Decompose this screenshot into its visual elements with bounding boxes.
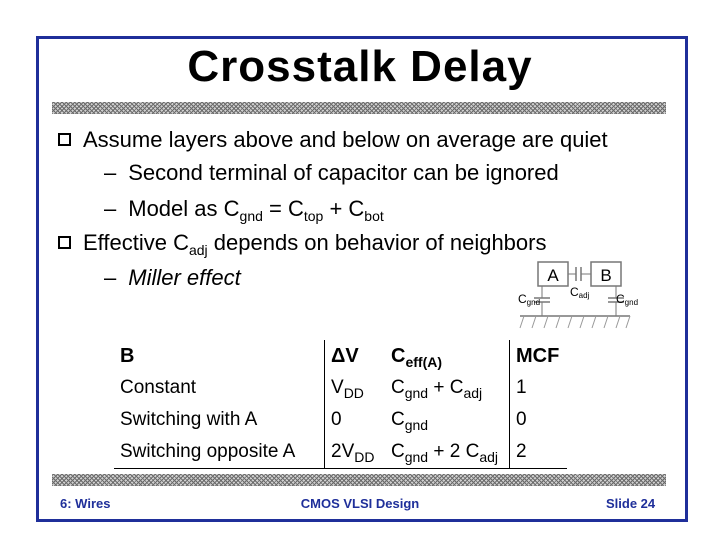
footer-divider bbox=[52, 474, 666, 486]
bullet-1-text: Assume layers above and below on average are quiet bbox=[83, 127, 608, 152]
sub-bullet-1-text: Second terminal of capacitor can be ignored bbox=[128, 160, 559, 185]
sub-bullet-2 bbox=[104, 196, 384, 224]
cell-delta-v: 0 bbox=[331, 409, 342, 430]
header-b: B bbox=[114, 340, 325, 372]
sub-bullet-2-mid1: = C bbox=[262, 196, 304, 221]
title-divider bbox=[52, 102, 666, 114]
capacitance-diagram bbox=[512, 258, 642, 334]
bullet-2-pre: Effective C bbox=[83, 230, 189, 255]
sub-bullet-3 bbox=[104, 266, 241, 290]
sub-bullet-2-mid2: + C bbox=[323, 196, 365, 221]
sub-bullet-3-text: Miller effect bbox=[128, 265, 241, 290]
cgnd-left-label: Cgnd bbox=[518, 292, 541, 307]
square-bullet-icon bbox=[58, 236, 71, 249]
cell-mcf: 2 bbox=[510, 436, 568, 469]
capacitance-diagram-svg bbox=[512, 258, 642, 334]
bullet-2-post: depends on behavior of neighbors bbox=[207, 230, 547, 255]
wire-a-label: A bbox=[547, 266, 559, 285]
cell-b: Constant bbox=[114, 372, 325, 404]
cadj-label: Cadj bbox=[570, 285, 590, 300]
slide-title: Crosstalk Delay bbox=[187, 42, 533, 91]
cgnd-right-label: Cgnd bbox=[616, 292, 639, 307]
table-row bbox=[114, 436, 567, 469]
cell-ceff: $C_{gnd} + C_{adj}$ bbox=[385, 372, 510, 404]
footer-chapter: 6: Wires bbox=[60, 496, 111, 511]
miller-factor-table bbox=[114, 340, 567, 469]
sub-bullet-2-sub1: gnd bbox=[239, 208, 263, 224]
sub-bullet-2-pre: Model as C bbox=[128, 196, 240, 221]
footer-course: CMOS VLSI Design bbox=[300, 496, 420, 511]
ground-hatch bbox=[520, 316, 630, 328]
bullet-2 bbox=[58, 230, 547, 258]
dash-marker: – bbox=[104, 160, 117, 185]
wire-b-label: B bbox=[600, 266, 612, 285]
cell-delta-v: $2V_{DD}$ bbox=[325, 436, 386, 469]
cell-ceff: $C_{gnd}$ bbox=[385, 404, 510, 436]
dash-marker: – bbox=[104, 196, 117, 221]
footer-slide-number: Slide 24 bbox=[606, 496, 656, 511]
header-delta-v: ΔV bbox=[331, 344, 359, 367]
header-mcf: MCF bbox=[516, 344, 560, 367]
cell-mcf: 1 bbox=[516, 377, 527, 398]
square-bullet-icon bbox=[58, 133, 71, 146]
table-row bbox=[114, 404, 567, 436]
dash-marker: – bbox=[104, 265, 117, 290]
sub-bullet-2-sub2: top bbox=[303, 208, 324, 224]
header-ceff: $C_{eff(A)}$ bbox=[385, 340, 510, 372]
bullet-1 bbox=[58, 128, 608, 152]
cell-b: Switching opposite A bbox=[114, 436, 325, 469]
bullet-2-sub: adj bbox=[188, 242, 208, 258]
cell-delta-v: $V_{DD}$ bbox=[331, 377, 364, 401]
cell-ceff: $C_{gnd} + 2$ $C_{adj}$ bbox=[385, 436, 510, 469]
table-row bbox=[114, 372, 567, 404]
cell-mcf: 0 bbox=[516, 409, 527, 430]
sub-bullet-1 bbox=[104, 161, 559, 185]
cell-b: Switching with A bbox=[114, 404, 325, 436]
sub-bullet-2-sub3: bot bbox=[364, 208, 384, 224]
table-header-row bbox=[114, 340, 567, 372]
